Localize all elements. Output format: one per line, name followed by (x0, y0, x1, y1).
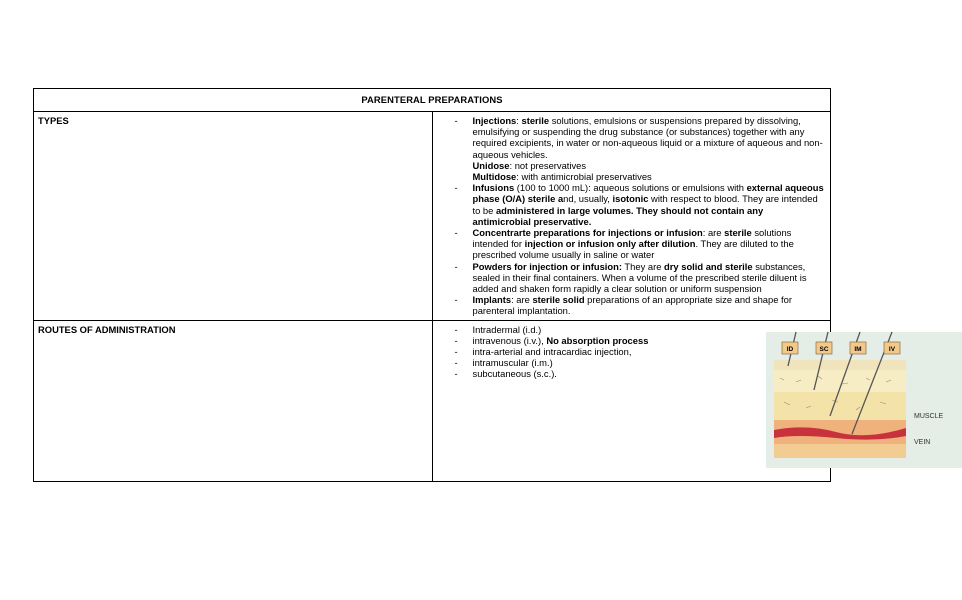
tag-id: ID (786, 345, 793, 353)
concentrates-text-1: : are (702, 227, 725, 239)
routes-list (455, 324, 755, 380)
unidose-text: : not preservatives (509, 159, 587, 171)
implants-text-2: preparations of an appropriate size and shape for parenteral implantation. (472, 294, 792, 317)
infusions-text-3: with respect to blood. They are intended to be (472, 193, 818, 216)
infusions-text-2: nd, usually, (563, 193, 613, 205)
infusions-bold-1: external aqueous phase (O/A) sterile a (472, 182, 824, 205)
infusions-bold-2: isotonic (612, 193, 649, 205)
deep-layer (774, 444, 906, 458)
route-intramuscular: - intramuscular (i.m.) (455, 357, 755, 368)
routes-label: ROUTES OF ADMINISTRATION (34, 320, 433, 481)
routes-row (34, 320, 831, 481)
list-item-implants (455, 294, 825, 316)
subcutis-layer (774, 392, 906, 420)
route-intradermal: - Intradermal (i.d.) (455, 324, 755, 335)
infusions-term: Infusions (472, 182, 515, 194)
vein-label: VEIN (913, 438, 930, 446)
injections-sterile: sterile (521, 115, 550, 126)
parenteral-table (33, 88, 943, 482)
powders-term: Powders for injection or infusion: (472, 260, 622, 272)
concentrates-bold-1: sterile (724, 227, 752, 239)
epidermis-layer (774, 360, 906, 370)
powders-bold-1: dry solid and sterile (664, 260, 753, 272)
multidose-line (473, 171, 825, 182)
concentrates-bold-2: injection or infusion only after dilution (524, 238, 696, 250)
unidose-term: Unidose (472, 159, 510, 171)
concentrates-text-3: . They are diluted to the prescribed volume usually in saline or water (472, 238, 794, 261)
types-list (455, 115, 825, 317)
types-row (34, 112, 831, 321)
list-item-concentrates (455, 227, 825, 261)
route-intra-arterial: - intra-arterial and intracardiac injection, (455, 346, 755, 357)
route-subcutaneous: - subcutaneous (s.c.). (455, 368, 755, 379)
list-item-powders (455, 261, 825, 295)
table-title: PARENTERAL PREPARATIONS (34, 89, 831, 112)
implants-term: Implants (472, 294, 512, 306)
route-intravenous (455, 335, 755, 346)
implants-bold-1: sterile solid (532, 294, 585, 306)
unidose-line (473, 160, 825, 171)
injections-text: solutions, emulsions or suspensions prepared by dissolving, emulsifying or suspending the drug substance (or substances) together with any required excipients, in water or non-aqueous liquid or a mixture of aqueous and non-aqueous vehicles. (472, 115, 823, 160)
routes-wrap (455, 323, 943, 478)
route-iv-text: intravenous (i.v.), (472, 334, 547, 346)
list-item-infusions (455, 182, 825, 227)
powders-text-1: They are (621, 260, 665, 272)
powders-text-2: substances, sealed in their final containers. When a volume of the prescribed sterile diluent is added and shaken form rapidly a clear solution or uniform suspension (472, 260, 807, 295)
infusions-bold-3: administered in large volumes. They should not contain any antimicrobial preservative. (472, 204, 764, 227)
route-iv-bold: No absorption process (546, 334, 649, 346)
injections-colon: : (516, 115, 522, 126)
list-item-injections (455, 115, 825, 182)
concentrates-term: Concentrarte preparations for injections or infusion (472, 227, 703, 239)
title-row (34, 89, 831, 112)
types-label: TYPES (34, 112, 433, 321)
implants-text-1: : are (511, 294, 533, 306)
skin-layers-illustration (766, 332, 962, 468)
tag-iv: IV (888, 345, 895, 353)
types-content (432, 112, 831, 321)
infusions-text-1: (100 to 1000 mL): aqueous solutions or emulsions with (514, 182, 747, 194)
tag-sc: SC (818, 345, 829, 353)
concentrates-text-2: solutions intended for (472, 227, 792, 250)
tag-im: IM (853, 345, 862, 353)
multidose-term: Multidose (472, 171, 517, 183)
muscle-label: MUSCLE (913, 412, 943, 420)
routes-content (432, 320, 943, 481)
injection-routes-diagram (766, 332, 962, 468)
injections-term: Injections (472, 115, 517, 126)
multidose-text: : with antimicrobial preservatives (516, 171, 652, 183)
